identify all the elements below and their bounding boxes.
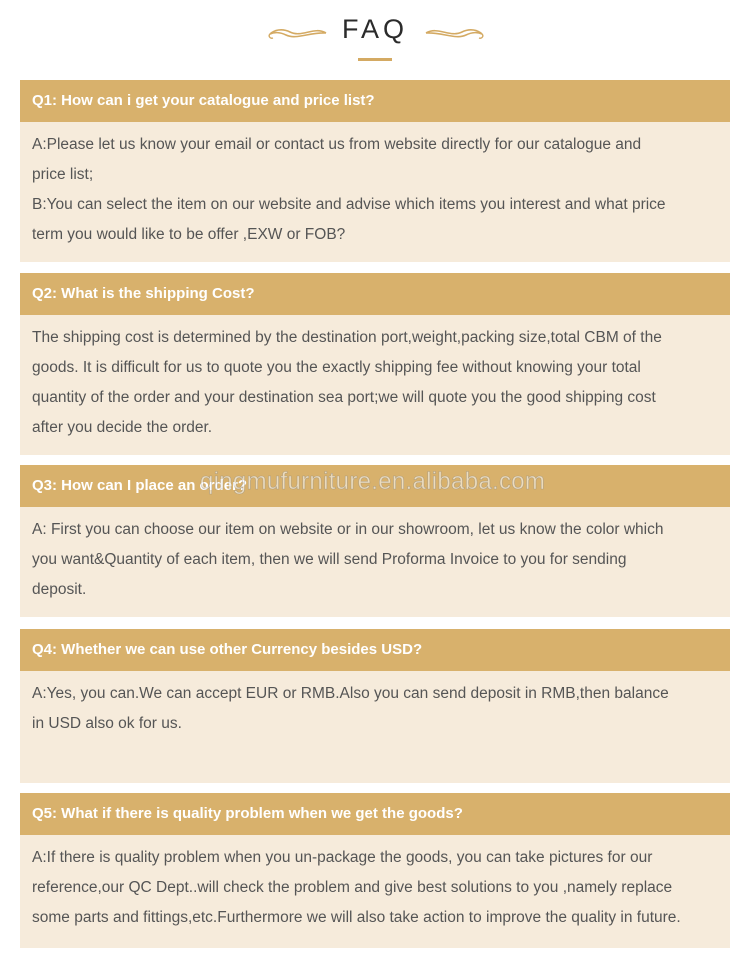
answer-line: A: First you can choose our item on website or in our showroom, let us know the color which xyxy=(32,521,664,538)
answer-line: reference,our QC Dept..will check the problem and give best solutions to you ,namely replace xyxy=(32,879,673,896)
faq-answer xyxy=(20,122,730,262)
faq-answer xyxy=(20,315,730,455)
answer-line: some parts and fittings,etc.Furthermore we will also take action to improve the quality in future. xyxy=(32,909,681,926)
faq-answer xyxy=(20,835,730,948)
answer-line: A:Yes, you can.We can accept EUR or RMB.Also you can send deposit in RMB,then balance xyxy=(32,685,669,702)
faq-answer xyxy=(20,507,730,617)
answer-line: after you decide the order. xyxy=(32,419,213,436)
faq-item-3 xyxy=(20,465,730,617)
answer-line: in USD also ok for us. xyxy=(32,715,182,732)
answer-line: you want&Quantity of each item, then we will send Proforma Invoice to you for sending xyxy=(32,551,627,568)
faq-question: Q5: What if there is quality problem when we get the goods? xyxy=(20,793,730,835)
answer-line: A:If there is quality problem when you un-package the goods, you can take pictures for our xyxy=(32,849,653,866)
answer-line: deposit. xyxy=(32,581,87,598)
faq-question: Q3: How can I place an order? xyxy=(20,465,730,507)
faq-header xyxy=(0,0,750,70)
faq-item-4 xyxy=(20,629,730,783)
faq-item-5 xyxy=(20,793,730,948)
faq-question: Q4: Whether we can use other Currency besides USD? xyxy=(20,629,730,671)
answer-line: A:Please let us know your email or contact us from website directly for our catalogue and xyxy=(32,136,642,153)
page-title: FAQ xyxy=(341,14,408,44)
answer-line: The shipping cost is determined by the destination port,weight,packing size,total CBM of the xyxy=(32,329,662,346)
faq-item-1 xyxy=(20,80,730,262)
faq-question: Q1: How can i get your catalogue and price list? xyxy=(20,80,730,122)
watermark: qingmufurniture.en.alibaba.com xyxy=(200,468,546,495)
answer-line: goods. It is difficult for us to quote you the exactly shipping fee without knowing your total xyxy=(32,359,641,376)
answer-line: term you would like to be offer ,EXW or FOB? xyxy=(32,226,346,243)
answer-line: price list; xyxy=(32,166,94,183)
faq-question: Q2: What is the shipping Cost? xyxy=(20,273,730,315)
answer-line: B:You can select the item on our website and advise which items you interest and what price xyxy=(32,196,666,213)
title-underline xyxy=(358,58,392,61)
faq-item-2 xyxy=(20,273,730,455)
faq-answer xyxy=(20,671,730,783)
answer-line: quantity of the order and your destination sea port;we will quote you the good shipping cost xyxy=(32,389,656,406)
right-ornament-icon xyxy=(424,24,486,42)
